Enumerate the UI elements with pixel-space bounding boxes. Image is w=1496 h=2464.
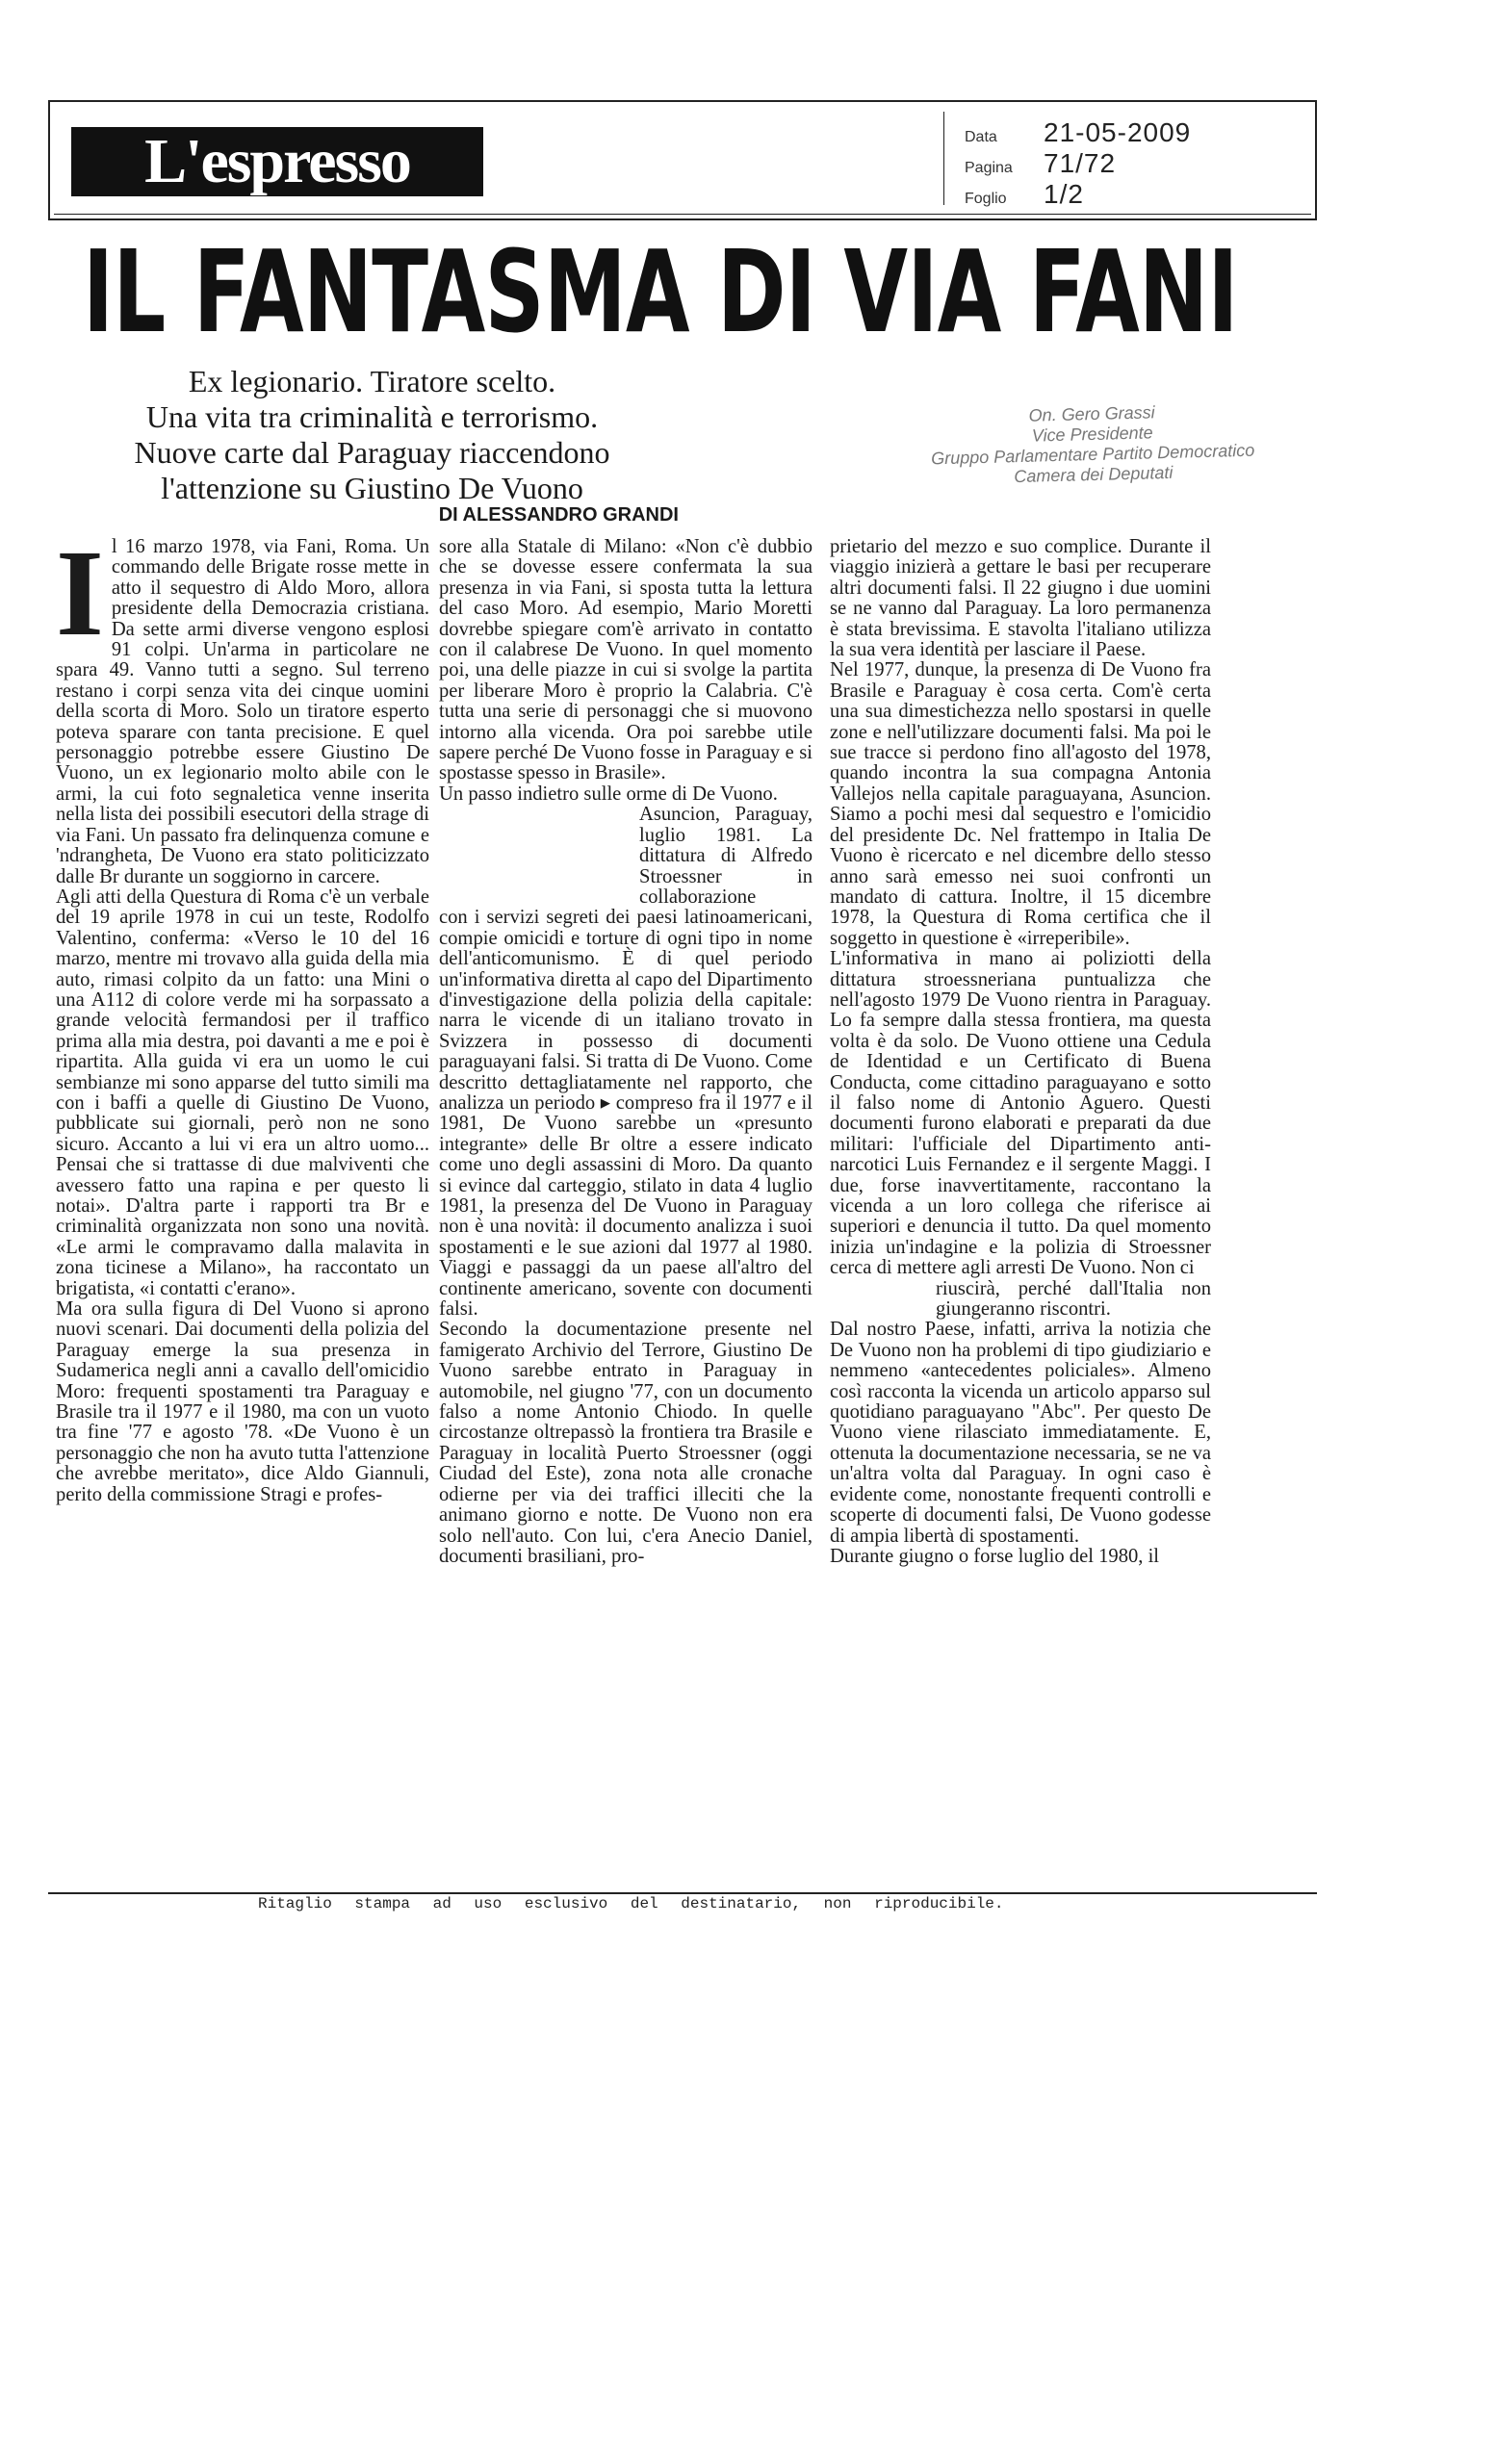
article-headline: IL FANTASMA DI VIA FANI <box>83 225 1238 358</box>
publication-logo: L'espresso <box>71 127 483 196</box>
meta-pagina-value: 71/72 <box>1044 148 1117 178</box>
article-paragraph: Secondo la documentazione presente nel famigerato Archivio del Terrore, Giustino De Vuono sarebbe entrato in Paraguay in automobile, nel giugno '77, con un documento falso a nome Antonio Chiodo. In quelle circostanze oltrepassò la frontiera tra Brasile e Paraguay in località Puerto Stroessner (oggi Ciudad del Este), zona nota alle cronache odierne per via dei traffici illeciti che la animano giorno e notte. De Vuono non era solo nell'auto. Con lui, c'era Anecio Daniel, documenti brasiliani, pro- <box>439 1319 812 1567</box>
stamp-line: On. Gero Grassi <box>1028 402 1155 425</box>
article-column-2 <box>439 537 812 1567</box>
article-paragraph: L'informativa in mano ai poliziotti della dittatura stroessneriana puntualizza che nell'agosto 1979 De Vuono rientra in Paraguay. Lo fa sempre dalla stessa frontiera, ma questa volta è da solo. De Vuono ottiene una Cedula de Identidad e un Certificato di Buena Conducta, come cittadino paraguayano e sotto il falso nome di Antonio Aguero. Questi documenti furono elaborati e preparati da due militari: l'ufficiale del Dipartimento anti-narcotici Luis Fernandez e il sergente Maggi. I due, forse inavvertitamente, raccontano la vicenda a un loro collega che riferisce ai superiori e denuncia il tutto. Da quel momento inizia un'indagine e la polizia di Stroessner cerca di mettere agli arresti De Vuono. Non ci <box>830 948 1211 1279</box>
clipping-disclaimer: Ritaglio stampa ad uso esclusivo del destinatario, non riproducibile. <box>258 1895 1004 1912</box>
article-paragraph: Agli atti della Questura di Roma c'è un verbale del 19 aprile 1978 in cui un teste, Rodolfo Valentino, conferma: «Verso le 10 del 16 marzo, mentre mi trovavo alla guida della mia auto, rimasi colpito da un fatto: una Mini o una A112 di colore verde mi ha sorpassato a grande velocità fermandosi per il traffico prima alla mia destra, poi davanti a me e poi è ripartita. Alla guida vi era un uomo le cui sembianze mi sono apparse del tutto simili ma con i baffi a quelle di Giustino De Vuono, pubblicate sui giornali, però non ne sono sicuro. Accanto a lui vi era un altro uomo... Pensai che si trattasse di due malviventi che avessero fatto una rapina e per questo li notai». D'altra parte i rapporti tra Br e criminalità organizzata non sono una novità. «Le armi le compravamo dalla malavita in zona ticinese a Milano», ha raccontato un brigatista, «i contatti c'erano». <box>56 886 429 1299</box>
footer-rule <box>48 1892 1317 1894</box>
article-paragraph: Un passo indietro sulle orme di De Vuono. <box>439 783 778 805</box>
article-paragraph-inset: riuscirà, perché dall'Italia non giungeranno riscontri. <box>936 1277 1211 1321</box>
meta-foglio-value: 1/2 <box>1044 179 1084 209</box>
stamp-line: Camera dei Deputati <box>1014 462 1174 487</box>
article-paragraph: con i servizi segreti dei paesi latinoamericani, compie omicidi e torture di ogni tipo in nome dell'anticomunismo. È di quel periodo un'informativa diretta al capo del Dipartimento d'investigazione della polizia della capitale: narra le vicende di un italiano trovato in Svizzera in possesso di documenti paraguayani falsi. Si tratta di De Vuono. Come descritto dettagliatamente nel rapporto, che analizza un periodo ▸ compreso fra il 1977 e il 1981, De Vuono sarebbe un «presunto integrante» delle Br oltre a essere indicato come uno degli assassini di Moro. Da quanto si evince dal carteggio, stilato in data 4 luglio 1981, la presenza del De Vuono in Paraguay non è una novità: il documento analizza i suoi spostamenti e le sue azioni dal 1977 al 1980. Viaggi e passaggi da un paese all'altro del continente americano, sovente con documenti falsi. <box>439 907 812 1321</box>
stamp-line: Gruppo Parlamentare Partito Democratico <box>930 440 1255 469</box>
article-paragraph: Dal nostro Paese, infatti, arriva la notizia che De Vuono non ha problemi di tipo giudiziario e nemmeno «antecedentes policiales». Almeno così racconta la vicenda un articolo apparso sul quotidiano paraguayano "Abc". Per questo De Vuono viene rilasciato immediatamente. E, ottenuta la documentazione necessaria, se ne va un'altra volta dal Paraguay. In ogni caso è evidente come, nonostante frequenti controlli e scoperte di documenti falsi, De Vuono godesse di ampia libertà di spostamenti. <box>830 1319 1211 1547</box>
article-paragraph: Durante giugno o forse luglio del 1980, il <box>830 1545 1160 1567</box>
masthead-divider <box>943 112 944 205</box>
article-paragraph: prietario del mezzo e suo complice. Durante il viaggio inizierà a gettare le basi per recuperare altri documenti falsi. Il 22 giugno i due uomini se ne vanno dal Paraguay. La loro permanenza è stata brevissima. E stavolta l'italiano utilizza la sua vera identità per lasciare il Paese. <box>830 536 1211 661</box>
meta-foglio-label: Foglio <box>965 191 1007 207</box>
subhead-line: Una vita tra criminalità e terrorismo. <box>145 399 599 434</box>
meta-pagina-label: Pagina <box>965 160 1013 176</box>
meta-data-label: Data <box>965 129 997 145</box>
article-column-3 <box>830 537 1211 1567</box>
subhead-line: Nuove carte dal Paraguay riaccendono <box>134 435 610 470</box>
article-paragraph: sore alla Statale di Milano: «Non c'è dubbio che se dovesse essere confermata la sua presenza in via Fani, si sposta tutta la lettura del caso Moro. Ad esempio, Mario Moretti dovrebbe spiegare com'è arrivato in contatto con il calabrese De Vuono. In quel momento poi, una delle piazze in cui si svolge la partita per liberare Moro è proprio la Calabria. C'è tutta una serie di personaggi che si muovono intorno alla vicenda. Ora poi sarebbe utile sapere perché De Vuono fosse in Paraguay e si spostasse spesso in Brasile». <box>439 536 812 784</box>
meta-data-value: 21-05-2009 <box>1044 117 1192 147</box>
official-stamp <box>880 398 1305 490</box>
article-paragraph: Nel 1977, dunque, la presenza di De Vuono fra Brasile e Paraguay è cosa certa. Com'è certa una sua dimestichezza nello spostarsi in quelle zone e nell'utilizzare documenti falsi. Ma poi le sue tracce si perdono fino all'agosto del 1978, quando incontra la sua compagna Antonia Vallejos nella capitale paraguayana, Asuncion. Siamo a pochi mesi dal sequestro e l'omicidio del presidente Dc. Nel frattempo in Italia De Vuono è ricercato e nel dicembre dello stesso anno sarà emesso nei suoi confronti un mandato di cattura. Inoltre, il 15 dicembre 1978, la Questura di Roma certifica che il soggetto in questione è «irreperibile». <box>830 659 1211 949</box>
stamp-line: Vice Presidente <box>1031 423 1153 446</box>
article-paragraph <box>56 525 429 887</box>
article-subheading <box>62 364 683 506</box>
article-paragraph-inset: Asuncion, Paraguay, luglio 1981. La dittatura di Alfredo Stroessner in collaborazione <box>639 804 812 908</box>
article-paragraph: Ma ora sulla figura di Del Vuono si aprono nuovi scenari. Dai documenti della polizia del Paraguay emerge la sua presenza in Sudamerica negli anni a cavallo dell'omicidio Moro: frequenti spostamenti tra Paraguay e Brasile tra il 1977 e il 1980, ma con un vuoto tra fine '77 e agosto '78. «De Vuono è un personaggio che non ha avuto tutta l'attenzione che avrebbe meritato», dice Aldo Giannuli, perito della commissione Stragi e profes- <box>56 1298 429 1505</box>
meta-pagina-row <box>965 148 1191 179</box>
masthead-box <box>48 100 1317 220</box>
subhead-line: Ex legionario. Tiratore scelto. <box>188 364 556 398</box>
paragraph-text: l 16 marzo 1978, via Fani, Roma. Un commando delle Brigate rosse mette in atto il sequestro di Aldo Moro, allora presidente della Democrazia cristiana. Da sette armi diverse vengono esplosi 91 colpi. Un'arma in particolare ne spara 49. Vanno tutti a segno. Sul terreno restano i corpi senza vita dei cinque uomini della scorta di Moro. Solo un tiratore esperto poteva sparare con tanta precisione. E quel personaggio potrebbe essere Giustino De Vuono, un ex legionario molto abile con le armi, la cui foto segnaletica venne inserita nella lista dei possibili esecutori della strage di via Fani. Un passato fra delinquenza comune e 'ndrangheta, De Vuono era stato politicizzato dalle Br durante un soggiorno in carcere. <box>56 536 429 887</box>
clipping-meta <box>965 117 1191 210</box>
meta-foglio-row <box>965 179 1191 210</box>
article-column-1 <box>56 525 429 1505</box>
subhead-line: l'attenzione su Giustino De Vuono <box>161 471 583 505</box>
meta-data-row <box>965 117 1191 148</box>
drop-cap: I <box>56 525 104 661</box>
article-byline: DI ALESSANDRO GRANDI <box>438 504 679 526</box>
